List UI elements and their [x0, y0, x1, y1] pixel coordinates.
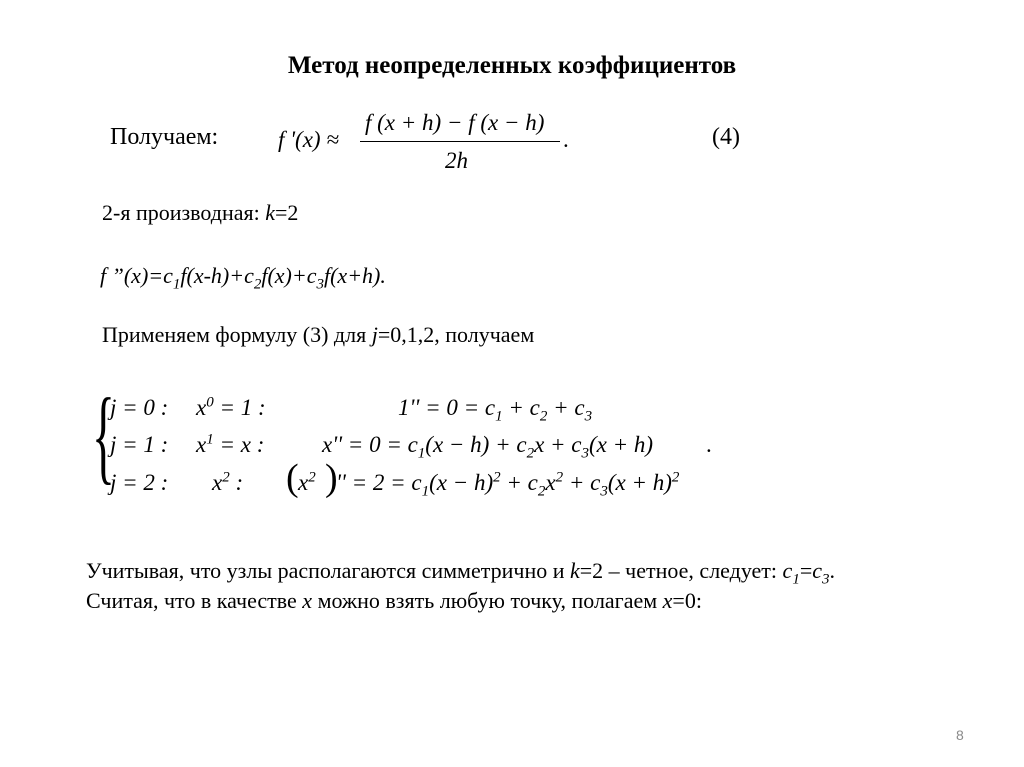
equation-number: (4) [712, 124, 740, 150]
second-derivative-line: 2-я производная: k=2 [102, 200, 299, 225]
point-choice-paragraph: Считая, что в качестве x можно взять любую точку, полагаем x=0: [86, 588, 702, 613]
row2-rhs: $x'' = 0 = c_1(x - h) + c_2x + c_3(x + h)$ [322, 432, 654, 462]
row2-j: j = 1 : [110, 432, 169, 457]
eq4-prefix: Получаем: [110, 124, 219, 150]
symmetry-paragraph: Учитывая, что узлы располагаются симметрично и k=2 – четное, следует: $c_1=c_3$. [86, 558, 835, 588]
row3-paren-x: $x^2$ [298, 469, 316, 495]
fraction-bar [360, 141, 560, 142]
eq4-lhs: f '(x) ≈ [278, 127, 339, 152]
page-title: Метод неопределенных коэффициентов [287, 52, 737, 79]
row1-rhs: $1'' = 0 = c_1 + c_2 + c_3$ [398, 395, 593, 425]
row1-x: $x^0 = 1$ : [196, 394, 266, 420]
eq4-numerator: f (x + h) − f (x − h) [365, 110, 545, 135]
system-brace: { [92, 377, 115, 494]
row3-j: j = 2 : [110, 470, 169, 495]
derivative-formula: f $”(x)=c_1f(x-h)+c_2f(x)+c_3f(x+h)$. [100, 263, 386, 293]
page-number: 8 [956, 727, 964, 743]
row2-x: $x^1 = x$ : [196, 431, 265, 457]
system-dot: . [706, 432, 712, 457]
row3-x: $x^2$ : [212, 469, 244, 495]
apply-formula-line: Применяем формулу (3) для j=0,1,2, получаем [102, 322, 535, 347]
row3-rhs: '' = $2 = c_1(x - h)^2 + c_2x^2 + c_3(x + h)^2$ [336, 469, 680, 500]
eq4-denominator: 2h [445, 148, 468, 173]
row1-j: j = 0 : [110, 395, 169, 420]
row3-open-paren: ( [286, 457, 299, 499]
eq4-dot: . [563, 127, 569, 152]
row3-close-paren: ) [325, 457, 338, 499]
